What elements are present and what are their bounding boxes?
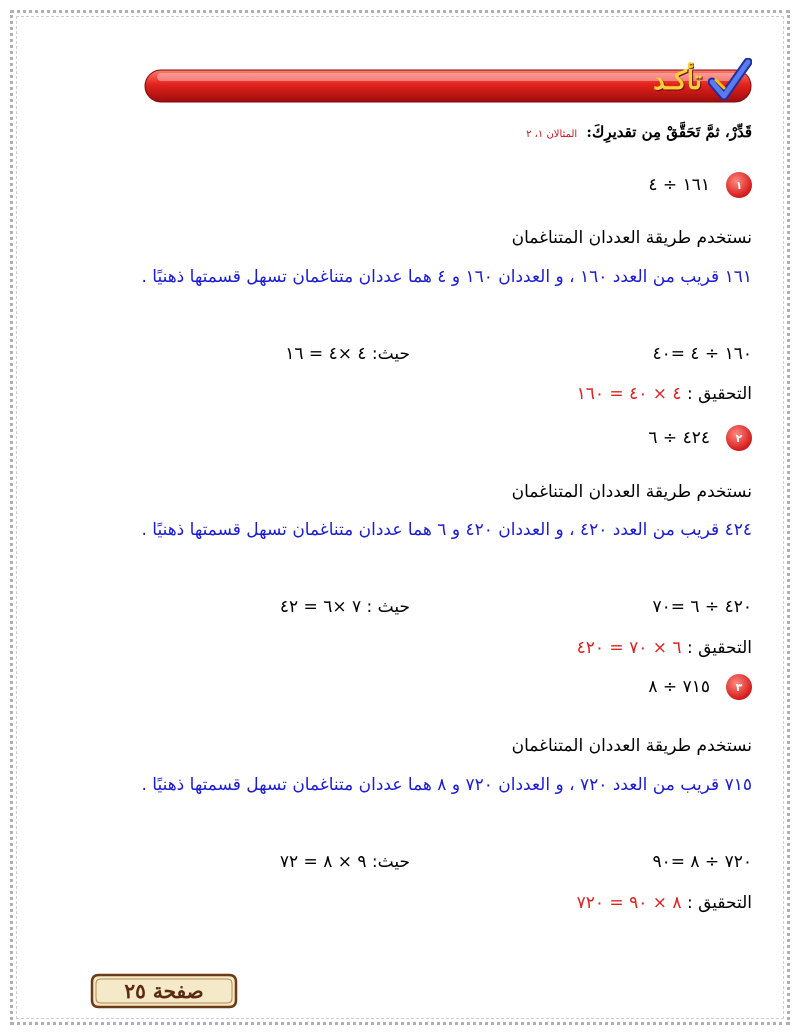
checkmark-icon — [708, 58, 752, 106]
problem-expression: ٤٢٤ ÷ ٦ — [648, 428, 710, 448]
division-equation: ٧٢٠ ÷ ٨ =٩٠ — [652, 852, 752, 872]
problem-number-badge: ٢ — [726, 425, 752, 451]
method-text: نستخدم طريقة العددان المتناغمان — [511, 482, 752, 502]
method-text: نستخدم طريقة العددان المتناغمان — [511, 736, 752, 756]
instruction-line — [526, 123, 752, 141]
page-number-text: صفحة ٢٥ — [124, 979, 204, 1003]
explanation-text: ٧١٥ قريب من العدد ٧٢٠ ، و العددان ٧٢٠ و ٨ هما عددان متناغمان تسهل قسمتها ذهنيًا . — [141, 775, 752, 795]
check-value: ٦ × ٧٠ = ٤٢٠ — [576, 638, 682, 658]
division-equation: ١٦٠ ÷ ٤ =٤٠ — [652, 344, 752, 364]
explanation-text: ٤٢٤ قريب من العدد ٤٢٠ ، و العددان ٤٢٠ و ٦ هما عددان متناغمان تسهل قسمتها ذهنيًا . — [141, 520, 752, 540]
section-banner — [143, 64, 758, 106]
banner-title: تأكـد — [653, 66, 702, 96]
problem-2-header — [648, 425, 752, 451]
where-equation: حيث: ٩ × ٨ = ٧٢ — [279, 852, 410, 872]
check-value: ٨ × ٩٠ = ٧٢٠ — [576, 893, 682, 913]
problem-1-header — [648, 172, 752, 198]
check-line — [577, 893, 752, 913]
check-line — [577, 638, 752, 658]
problem-expression: ١٦١ ÷ ٤ — [648, 175, 710, 195]
check-line — [577, 384, 752, 404]
page-number-label — [89, 972, 239, 1010]
method-text: نستخدم طريقة العددان المتناغمان — [511, 228, 752, 248]
check-label: التحقيق : — [686, 638, 752, 658]
instruction-text: قَدِّرْ، ثمَّ تَحَقَّقْ مِن تقديرِكَ: — [586, 123, 752, 141]
check-value: ٤ × ٤٠ = ١٦٠ — [576, 384, 682, 404]
division-equation: ٤٢٠ ÷ ٦ =٧٠ — [652, 597, 752, 617]
check-label: التحقيق : — [686, 384, 752, 404]
check-label: التحقيق : — [686, 893, 752, 913]
where-equation: حيث : ٧ ×٦ = ٤٢ — [279, 597, 410, 617]
problem-expression: ٧١٥ ÷ ٨ — [648, 677, 710, 697]
where-equation: حيث: ٤ ×٤ = ١٦ — [285, 344, 410, 364]
problem-3-header — [648, 674, 752, 700]
problem-number-badge: ١ — [726, 172, 752, 198]
problem-number-badge: ٣ — [726, 674, 752, 700]
explanation-text: ١٦١ قريب من العدد ١٦٠ ، و العددان ١٦٠ و ٤ هما عددان متناغمان تسهل قسمتها ذهنيًا . — [141, 267, 752, 287]
example-reference: المثالان ١، ٢ — [526, 129, 578, 140]
